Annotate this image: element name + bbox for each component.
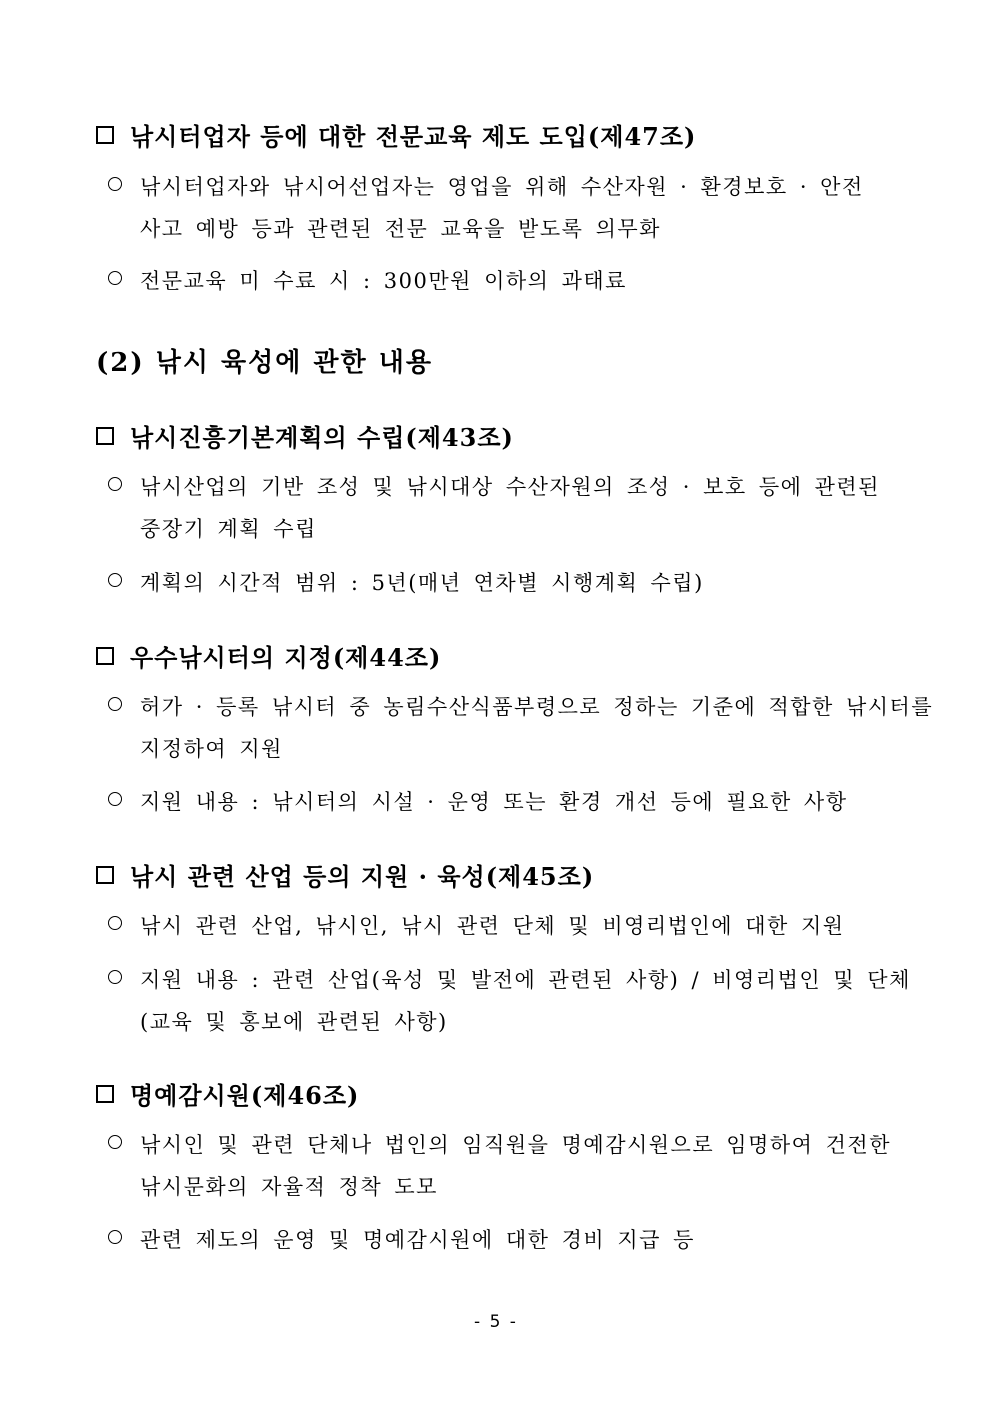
- circle-bullet-icon: [108, 792, 122, 806]
- list-item-text: 전문교육 미 수료 시 : 300만원 이하의 과태료: [140, 269, 627, 293]
- list-item-text: 허가 · 등록 낚시터 중 농림수산식품부령으로 정하는 기준에 적합한 낚시터를 지정하여 지원: [140, 695, 934, 761]
- circle-bullet-icon: [108, 271, 122, 285]
- square-bullet-icon: [96, 866, 114, 884]
- list-item: [108, 686, 934, 770]
- section-title: (2) 낚시 육성에 관한 내용: [96, 348, 433, 378]
- list-item: [108, 781, 898, 823]
- circle-bullet-icon: [108, 477, 122, 491]
- list-item: [108, 1124, 898, 1208]
- list-item: [108, 562, 898, 604]
- heading-education-system: [96, 117, 696, 152]
- circle-bullet-icon: [108, 573, 122, 587]
- heading-industry-support: [96, 857, 594, 892]
- heading-excellent-fishing-site: [96, 638, 441, 673]
- list-item-text: 지원 내용 : 낚시터의 시설 · 운영 또는 환경 개선 등에 필요한 사항: [140, 790, 848, 814]
- circle-bullet-icon: [108, 177, 122, 191]
- list-item-text: 낚시 관련 산업, 낚시인, 낚시 관련 단체 및 비영리법인에 대한 지원: [140, 914, 845, 938]
- list-item-text: 낚시인 및 관련 단체나 법인의 임직원을 명예감시원으로 임명하여 건전한 낚시문화의 자율적 정착 도모: [140, 1133, 891, 1199]
- circle-bullet-icon: [108, 1230, 122, 1244]
- heading-text: 명예감시원(제46조): [130, 1081, 360, 1110]
- list-item: [108, 166, 898, 250]
- square-bullet-icon: [96, 126, 114, 144]
- square-bullet-icon: [96, 1085, 114, 1103]
- list-item: [108, 1219, 898, 1261]
- page-number: - 5 -: [474, 1312, 518, 1332]
- heading-text: 낚시터업자 등에 대한 전문교육 제도 도입(제47조): [130, 122, 697, 151]
- list-item-text: 관련 제도의 운영 및 명예감시원에 대한 경비 지급 등: [140, 1228, 695, 1252]
- heading-honorary-inspector: [96, 1076, 359, 1111]
- square-bullet-icon: [96, 427, 114, 445]
- list-item: [108, 260, 898, 302]
- list-item: [108, 466, 898, 550]
- list-item-text: 계획의 시간적 범위 : 5년(매년 연차별 시행계획 수립): [140, 571, 704, 595]
- heading-text: 우수낚시터의 지정(제44조): [130, 643, 442, 672]
- circle-bullet-icon: [108, 1135, 122, 1149]
- list-item: [108, 905, 898, 947]
- circle-bullet-icon: [108, 970, 122, 984]
- heading-text: 낚시진흥기본계획의 수립(제43조): [130, 423, 514, 452]
- heading-text: 낚시 관련 산업 등의 지원 · 육성(제45조): [130, 862, 595, 891]
- list-item: [108, 959, 911, 1043]
- square-bullet-icon: [96, 647, 114, 665]
- list-item-text: 낚시산업의 기반 조성 및 낚시대상 수산자원의 조성 · 보호 등에 관련된 중장기 계획 수립: [140, 475, 880, 541]
- circle-bullet-icon: [108, 916, 122, 930]
- heading-basic-plan: [96, 418, 514, 453]
- circle-bullet-icon: [108, 697, 122, 711]
- list-item-text: 지원 내용 : 관련 산업(육성 및 발전에 관련된 사항) / 비영리법인 및 단체 (교육 및 홍보에 관련된 사항): [140, 968, 911, 1034]
- list-item-text: 낚시터업자와 낚시어선업자는 영업을 위해 수산자원 · 환경보호 · 안전 사고 예방 등과 관련된 전문 교육을 받도록 의무화: [140, 175, 864, 241]
